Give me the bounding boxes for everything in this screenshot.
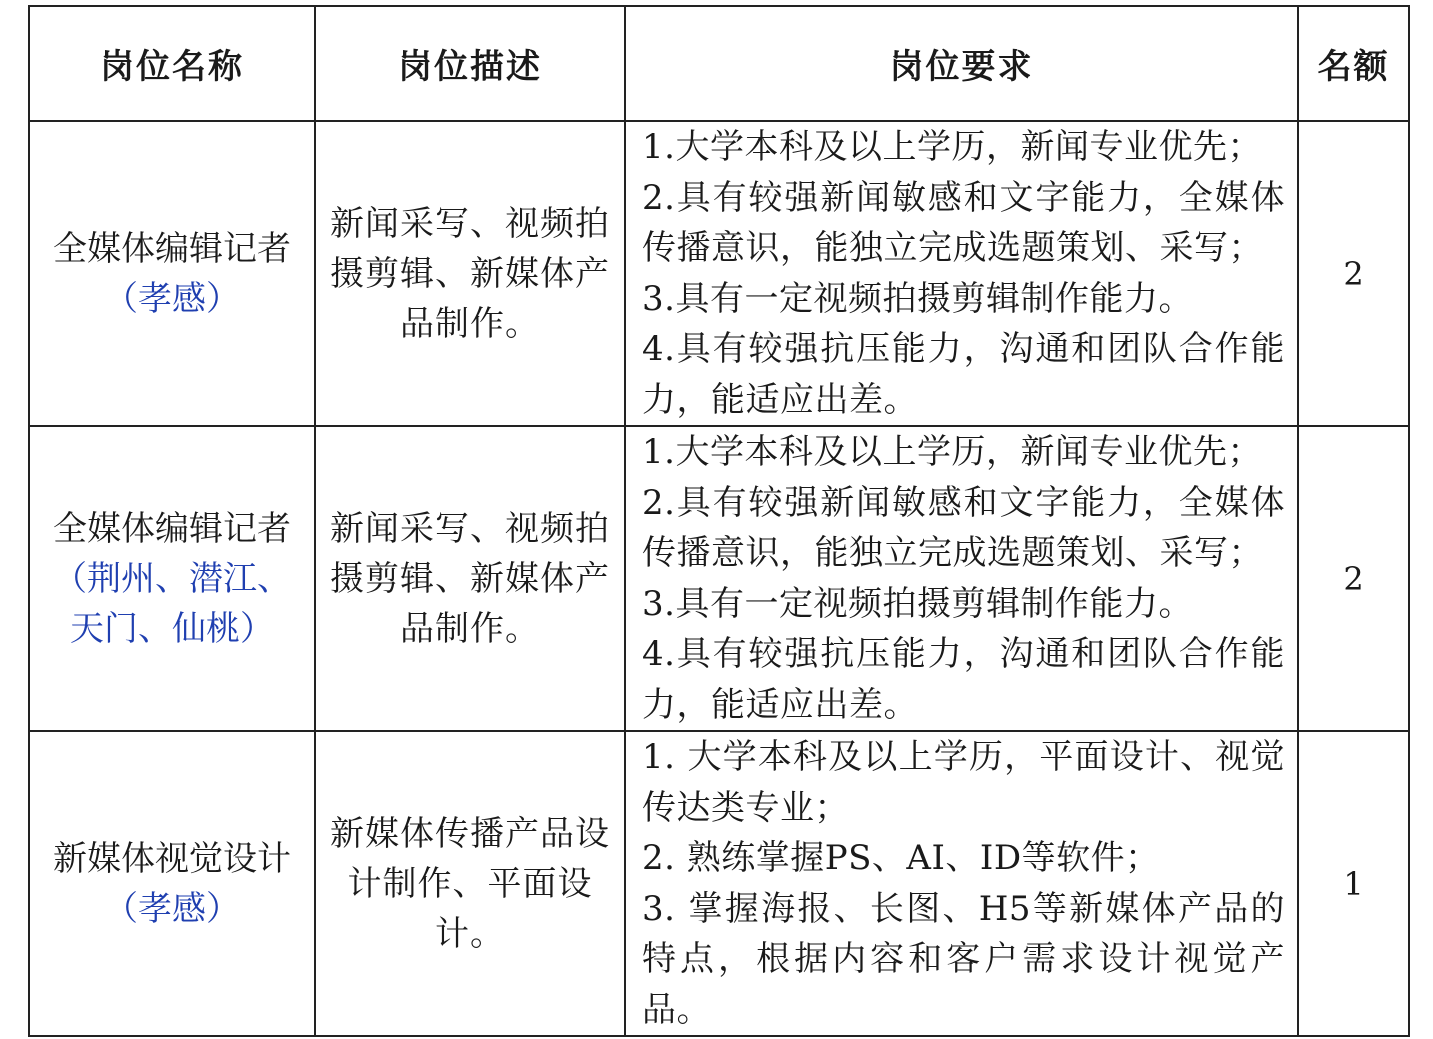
table-row	[29, 121, 1409, 426]
header-position-requirements: 岗位要求	[625, 6, 1298, 121]
header-position-name: 岗位名称	[29, 6, 315, 121]
requirement-item: 2.具有较强新闻敏感和文字能力，全媒体传播意识，能独立完成选题策划、采写；	[642, 177, 1285, 268]
requirement-item: 1. 大学本科及以上学历，平面设计、视觉传达类专业；	[642, 737, 1285, 828]
job-positions-table	[28, 5, 1410, 1037]
requirement-item: 1.大学本科及以上学历，新闻专业优先；	[642, 127, 1262, 167]
position-location: （荆州、潜江、天门、仙桃）	[53, 558, 291, 649]
header-quota: 名额	[1298, 6, 1409, 121]
table-row	[29, 731, 1409, 1036]
requirement-item: 4.具有较强抗压能力，沟通和团队合作能力，能适应出差。	[642, 329, 1285, 420]
position-requirements-cell	[625, 426, 1298, 731]
quota-cell: 2	[1298, 426, 1409, 731]
requirement-item: 2. 熟练掌握PS、AI、ID等软件；	[642, 838, 1160, 878]
position-name-cell	[29, 731, 315, 1036]
position-requirements-cell	[625, 121, 1298, 426]
table-row	[29, 426, 1409, 731]
quota-cell: 2	[1298, 121, 1409, 426]
position-description: 新闻采写、视频拍摄剪辑、新媒体产品制作。	[330, 203, 610, 344]
position-description: 新闻采写、视频拍摄剪辑、新媒体产品制作。	[330, 508, 610, 649]
position-description-cell	[315, 731, 625, 1036]
position-location: （孝感）	[104, 888, 240, 929]
position-requirements-cell	[625, 731, 1298, 1036]
requirement-item: 1.大学本科及以上学历，新闻专业优先；	[642, 432, 1262, 472]
header-position-description: 岗位描述	[315, 6, 625, 121]
position-description-cell	[315, 121, 625, 426]
table-header-row	[29, 6, 1409, 121]
quota-cell: 1	[1298, 731, 1409, 1036]
position-description: 新媒体传播产品设计制作、平面设计。	[330, 813, 610, 954]
requirement-item: 3. 掌握海报、长图、H5等新媒体产品的特点，根据内容和客户需求设计视觉产品。	[642, 888, 1285, 1030]
requirement-item: 4.具有较强抗压能力，沟通和团队合作能力，能适应出差。	[642, 634, 1285, 725]
position-title: 全媒体编辑记者	[53, 508, 291, 549]
requirement-item: 2.具有较强新闻敏感和文字能力，全媒体传播意识，能独立完成选题策划、采写；	[642, 482, 1285, 573]
position-title: 全媒体编辑记者	[53, 228, 291, 269]
position-name-cell	[29, 121, 315, 426]
requirement-item: 3.具有一定视频拍摄剪辑制作能力。	[642, 278, 1193, 319]
position-description-cell	[315, 426, 625, 731]
requirement-item: 3.具有一定视频拍摄剪辑制作能力。	[642, 583, 1193, 624]
position-title: 新媒体视觉设计	[53, 838, 291, 879]
position-name-cell	[29, 426, 315, 731]
position-location: （孝感）	[104, 278, 240, 319]
